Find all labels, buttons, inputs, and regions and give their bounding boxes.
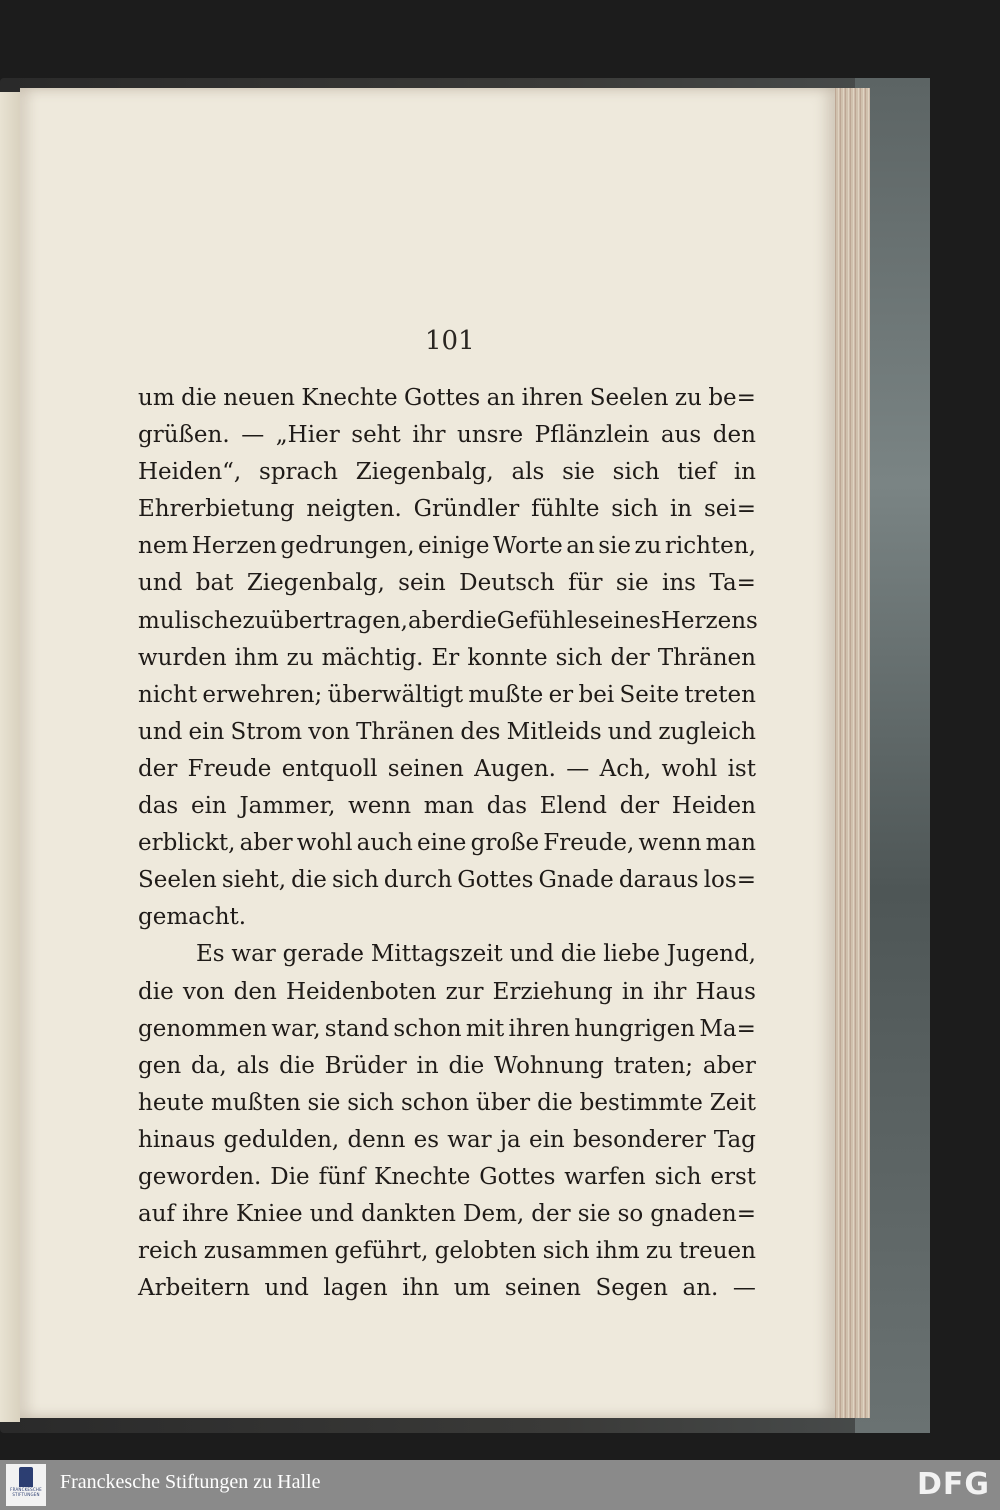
word: Ma=: [699, 1015, 756, 1042]
word: um: [453, 1275, 491, 1302]
word: Gefühle: [496, 607, 588, 634]
word: sich: [654, 1163, 702, 1190]
body-text: [138, 380, 756, 1307]
word: ihre: [182, 1201, 229, 1228]
word: ihn: [402, 1275, 440, 1302]
word: den: [712, 422, 756, 449]
viewer-footer: [0, 1460, 1000, 1510]
word: aber: [702, 1052, 756, 1079]
word: an: [486, 385, 516, 411]
word: an.: [682, 1275, 719, 1302]
word: daraus: [618, 867, 699, 894]
word: den: [233, 978, 277, 1005]
word: wohl: [296, 830, 353, 857]
word: sie: [307, 1089, 341, 1116]
word: Jugend,: [666, 941, 756, 968]
word: sprach: [259, 459, 338, 486]
word: Ehrerbietung: [138, 496, 295, 523]
word: denn: [347, 1126, 406, 1153]
word: konnte: [467, 644, 548, 671]
word: Heidenboten: [285, 978, 437, 1005]
word: die: [138, 978, 174, 1005]
word: sie: [598, 533, 631, 560]
word: da,: [190, 1052, 227, 1079]
text-line: [138, 454, 756, 491]
word: Mitleids: [506, 718, 602, 745]
word: die: [537, 1089, 573, 1116]
word: Dem,: [463, 1201, 525, 1228]
word: Erziehung: [492, 978, 613, 1005]
word: sich: [555, 644, 603, 671]
word: Tag: [713, 1126, 756, 1153]
word: ihm: [595, 1238, 640, 1265]
word: gerade: [282, 941, 365, 968]
word: eine: [417, 830, 467, 857]
word: ihr: [412, 422, 446, 449]
word: in: [733, 459, 756, 486]
page-stack-edges: [832, 88, 870, 1418]
word: war,: [271, 1015, 321, 1042]
word: war: [231, 941, 276, 968]
word: über: [476, 1089, 531, 1116]
word: sie: [615, 570, 649, 597]
word: aus: [660, 422, 702, 449]
word: Thränen: [657, 644, 756, 671]
word: mit: [465, 1015, 505, 1042]
word: Augen.: [474, 755, 556, 782]
word: ein: [528, 1126, 565, 1153]
word: genommen: [138, 1015, 268, 1042]
word: Strom: [230, 718, 303, 745]
word: der: [610, 644, 650, 671]
word: sie: [562, 459, 595, 486]
word: aber: [239, 830, 293, 857]
word: und: [264, 1275, 309, 1302]
word: entquoll: [281, 755, 378, 782]
word: Ach,: [599, 755, 652, 782]
text-line: [138, 899, 756, 936]
word: seht: [351, 422, 401, 449]
franckesche-stiftungen-logo[interactable]: [6, 1464, 46, 1506]
text-line: [138, 1159, 756, 1196]
word: die: [448, 1052, 485, 1079]
word: unsre: [457, 422, 524, 449]
word: Jammer,: [239, 793, 336, 820]
word: bestimmte: [579, 1089, 703, 1116]
word: Pflänzlein: [534, 422, 650, 449]
word: los=: [703, 867, 756, 894]
word: geworden.: [138, 1163, 262, 1190]
word: überwältigt: [327, 681, 464, 708]
word: Gottes: [457, 867, 534, 894]
text-line: [138, 825, 756, 862]
word: ihm: [234, 644, 279, 671]
word: schon: [400, 1089, 470, 1116]
word: Heiden“,: [138, 459, 242, 486]
emblem-icon: [19, 1467, 33, 1487]
word: sieht,: [221, 867, 287, 894]
word: wenn: [348, 793, 412, 820]
text-line: [138, 603, 756, 640]
text-line: [138, 1233, 756, 1270]
word: mußten: [210, 1089, 301, 1116]
word: zu: [634, 533, 662, 560]
word: besonderer: [572, 1126, 706, 1153]
word: Ziegenbalg,: [355, 459, 494, 486]
text-line: [138, 1085, 756, 1122]
word: Gottes: [404, 385, 481, 411]
word: hungrigen: [574, 1015, 696, 1042]
word: er: [548, 681, 574, 708]
text-line: [138, 1122, 756, 1159]
word: sich: [612, 459, 660, 486]
word: Seite: [619, 681, 680, 708]
text-line: [138, 1196, 756, 1233]
word: sei=: [703, 496, 756, 523]
word: stand: [324, 1015, 390, 1042]
text-line: [138, 380, 756, 417]
word: neuen: [223, 385, 295, 411]
word: Herzens: [660, 607, 758, 634]
word: wenn: [638, 830, 702, 857]
word: gemacht.: [138, 904, 247, 931]
word: an: [566, 533, 595, 560]
word: Kniee: [235, 1201, 303, 1228]
word: seines: [587, 607, 661, 634]
word: ein: [190, 793, 227, 820]
word: sich: [542, 1238, 590, 1265]
word: be=: [708, 385, 756, 411]
word: reich: [138, 1238, 198, 1265]
word: Seelen: [589, 385, 669, 411]
word: gen: [138, 1052, 182, 1079]
word: für: [568, 570, 603, 597]
text-line: [138, 491, 756, 528]
word: nem: [138, 533, 189, 560]
word: —: [732, 1275, 756, 1302]
word: fühlte: [531, 496, 600, 523]
word: und: [309, 1201, 354, 1228]
logo-text-line-1: FRANCKESCHE: [10, 1487, 42, 1492]
word: erblickt,: [138, 830, 236, 857]
word: Thränen: [356, 718, 455, 745]
word: Brüder: [324, 1052, 407, 1079]
text-line: [138, 751, 756, 788]
word: lagen: [323, 1275, 388, 1302]
word: richten,: [664, 533, 756, 560]
word: die: [279, 1052, 315, 1079]
word: treuen: [678, 1238, 756, 1265]
word: Gottes: [479, 1163, 556, 1190]
text-line: [138, 714, 756, 751]
word: Elend: [539, 793, 608, 820]
word: so: [617, 1201, 644, 1228]
word: traten;: [613, 1052, 694, 1079]
word: sein: [398, 570, 446, 597]
word: heute: [138, 1089, 205, 1116]
word: Die: [270, 1163, 310, 1190]
word: Knechte: [301, 385, 398, 411]
word: bat: [195, 570, 234, 597]
word: Herzen: [191, 533, 277, 560]
word: Zeit: [709, 1089, 756, 1116]
word: tief: [677, 459, 717, 486]
word: mächtig.: [321, 644, 424, 671]
word: Arbeitern: [138, 1275, 250, 1302]
word: mußte: [468, 681, 544, 708]
word: ist: [727, 755, 756, 782]
word: des: [460, 718, 501, 745]
word: ins: [662, 570, 696, 597]
word: Freude,: [543, 830, 635, 857]
word: das: [486, 793, 528, 820]
word: Ta=: [709, 570, 756, 597]
word: gedulden,: [223, 1126, 340, 1153]
word: zu: [242, 607, 270, 634]
word: in: [621, 978, 645, 1005]
word: Es: [196, 941, 225, 968]
word: in: [416, 1052, 439, 1079]
word: nicht: [138, 681, 198, 708]
word: „Hier: [275, 422, 340, 449]
word: Seelen: [138, 867, 217, 894]
word: sich: [611, 496, 659, 523]
word: das: [138, 793, 179, 820]
word: sich: [331, 867, 379, 894]
word: als: [236, 1052, 270, 1079]
word: mulische: [138, 607, 243, 634]
word: und: [138, 718, 183, 745]
text-line: [138, 417, 756, 454]
word: zur: [445, 978, 484, 1005]
word: liebe: [603, 941, 660, 968]
word: Mittagszeit: [370, 941, 503, 968]
word: ein: [188, 718, 225, 745]
word: der: [531, 1201, 571, 1228]
text-line: [138, 1011, 756, 1048]
word: übertragen,: [269, 607, 408, 634]
word: erst: [710, 1163, 756, 1190]
word: Deutsch: [459, 570, 555, 597]
word: —: [566, 755, 590, 782]
word: grüßen.: [138, 422, 230, 449]
word: geführt,: [334, 1238, 429, 1265]
word: schon: [393, 1015, 462, 1042]
word: Haus: [695, 978, 756, 1005]
text-line: [138, 1270, 756, 1307]
book-page: [20, 88, 835, 1418]
text-line: [138, 528, 756, 565]
word: war: [447, 1126, 492, 1153]
text-line: [138, 677, 756, 714]
word: von: [182, 978, 225, 1005]
word: Gründler: [413, 496, 520, 523]
word: und: [509, 941, 554, 968]
word: ihren: [508, 1015, 571, 1042]
word: Heiden: [671, 793, 756, 820]
word: und: [138, 570, 183, 597]
word: um: [138, 385, 175, 411]
institution-name[interactable]: Franckesche Stiftungen zu Halle: [60, 1471, 321, 1493]
word: ihr: [653, 978, 687, 1005]
word: Gnade: [538, 867, 614, 894]
previous-page-edge: [0, 92, 20, 1422]
word: gnaden=: [650, 1201, 756, 1228]
word: neigten.: [306, 496, 402, 523]
word: Er: [431, 644, 460, 671]
word: Wohnung: [493, 1052, 604, 1079]
word: fünf: [318, 1163, 366, 1190]
text-line: [138, 1048, 756, 1085]
word: treten: [684, 681, 756, 708]
word: ja: [499, 1126, 521, 1153]
word: in: [669, 496, 693, 523]
dfg-logo[interactable]: DFG: [916, 1467, 990, 1502]
word: durch: [383, 867, 453, 894]
word: hinaus: [138, 1126, 216, 1153]
word: seinen: [504, 1275, 581, 1302]
word: wohl: [661, 755, 718, 782]
text-line: [138, 788, 756, 825]
text-line: [138, 974, 756, 1011]
word: von: [308, 718, 350, 745]
page-number: 101: [425, 326, 475, 356]
word: die: [181, 385, 217, 411]
word: aber: [407, 607, 461, 634]
word: man: [705, 830, 756, 857]
word: seinen: [387, 755, 464, 782]
word: die: [560, 941, 597, 968]
text-line: [138, 862, 756, 899]
word: zugleich: [658, 718, 756, 745]
word: gelobten: [434, 1238, 537, 1265]
word: der: [619, 793, 660, 820]
text-line: [138, 565, 756, 602]
word: der: [138, 755, 178, 782]
word: zu: [645, 1238, 673, 1265]
word: Worte: [492, 533, 563, 560]
word: sich: [347, 1089, 395, 1116]
word: auch: [356, 830, 413, 857]
word: man: [423, 793, 475, 820]
word: Freude: [187, 755, 272, 782]
word: große: [470, 830, 540, 857]
word: —: [241, 422, 265, 449]
text-line: [138, 640, 756, 677]
word: sie: [577, 1201, 611, 1228]
word: ihren: [521, 385, 584, 411]
word: wurden: [138, 644, 227, 671]
text-line: [138, 936, 756, 973]
word: Ziegenbalg,: [246, 570, 385, 597]
word: als: [511, 459, 545, 486]
word: einige: [418, 533, 490, 560]
word: erwehren;: [202, 681, 323, 708]
word: Knechte: [374, 1163, 471, 1190]
word: es: [413, 1126, 440, 1153]
word: bei: [578, 681, 615, 708]
word: Segen: [595, 1275, 668, 1302]
word: die: [461, 607, 497, 634]
word: zu: [674, 385, 702, 411]
word: und: [607, 718, 653, 745]
word: gedrungen,: [280, 533, 415, 560]
word: warfen: [564, 1163, 646, 1190]
word: dankten: [361, 1201, 456, 1228]
word: zu: [286, 644, 314, 671]
word: auf: [138, 1201, 176, 1228]
word: die: [291, 867, 327, 894]
word: zusammen: [203, 1238, 329, 1265]
logo-text-line-2: STIFTUNGEN: [12, 1492, 40, 1497]
